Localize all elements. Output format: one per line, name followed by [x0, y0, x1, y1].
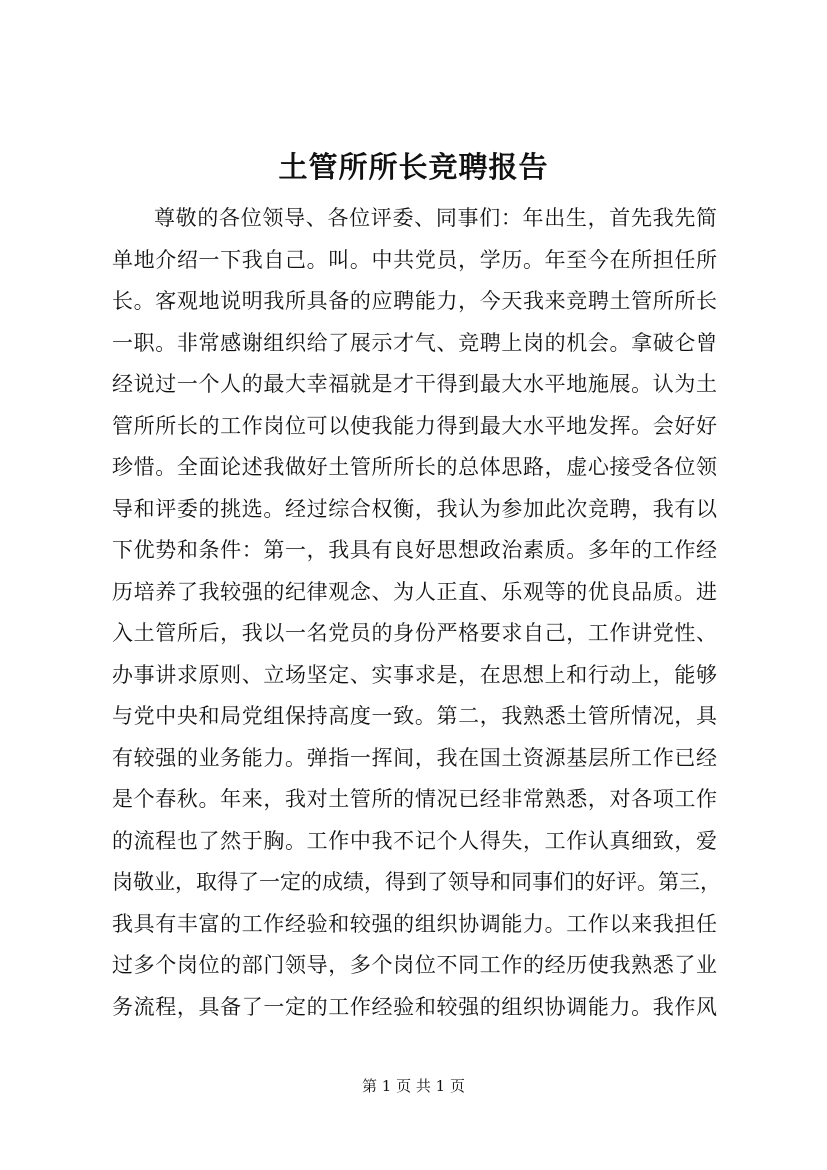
paragraph-line: 务流程，具备了一定的工作经验和较强的组织协调能力。我作风: [112, 994, 717, 1019]
paragraph-line: 我具有丰富的工作经验和较强的组织协调能力。工作以来我担任: [112, 911, 717, 936]
paragraph-line: 过多个岗位的部门领导，多个岗位不同工作的经历使我熟悉了业: [112, 953, 717, 977]
paragraph-line: 下优势和条件：第一，我具有良好思想政治素质。多年的工作经: [112, 538, 717, 562]
paragraph-line: 尊敬的各位领导、各位评委、同事们：年出生，首先我先简: [154, 206, 717, 230]
paragraph-line: 与党中央和局党组保持高度一致。第二，我熟悉土管所情况，具: [112, 704, 717, 728]
paragraph-line: 是个春秋。年来，我对土管所的情况已经非常熟悉，对各项工作: [112, 787, 717, 811]
paragraph-line: 长。客观地说明我所具备的应聘能力，今天我来竞聘土管所所长: [112, 289, 717, 313]
document-title: 土管所所长竞聘报告: [278, 150, 549, 184]
paragraph-line: 有较强的业务能力。弹指一挥间，我在国土资源基层所工作已经: [112, 745, 717, 770]
document-body: [112, 198, 721, 1028]
paragraph-line: 的流程也了然于胸。工作中我不记个人得失，工作认真细致，爱: [112, 828, 717, 853]
paragraph-line: 入土管所后，我以一名党员的身份严格要求自己，工作讲党性、: [112, 621, 717, 645]
page-footer: 第 1 页 共 1 页: [362, 1077, 465, 1095]
paragraph-line: 一职。非常感谢组织给了展示才气、竞聘上岗的机会。拿破仑曾: [112, 330, 717, 355]
paragraph-line: 岗敬业，取得了一定的成绩，得到了领导和同事们的好评。第三，: [112, 870, 721, 894]
paragraph-line: 管所所长的工作岗位可以使我能力得到最大水平地发挥。会好好: [112, 413, 717, 438]
paragraph-line: 导和评委的挑选。经过综合权衡，我认为参加此次竞聘，我有以: [112, 496, 717, 521]
paragraph-line: 珍惜。全面论述我做好土管所所长的总体思路，虚心接受各位领: [112, 455, 717, 479]
paragraph-line: 经说过一个人的最大幸福就是才干得到最大水平地施展。认为土: [112, 372, 717, 396]
paragraph-line: 单地介绍一下我自己。叫。中共党员，学历。年至今在所担任所: [112, 247, 717, 272]
paragraph-line: 办事讲求原则、立场坚定、实事求是，在思想上和行动上，能够: [112, 662, 717, 687]
paragraph-line: 历培养了我较强的纪律观念、为人正直、乐观等的优良品质。进: [112, 579, 717, 604]
